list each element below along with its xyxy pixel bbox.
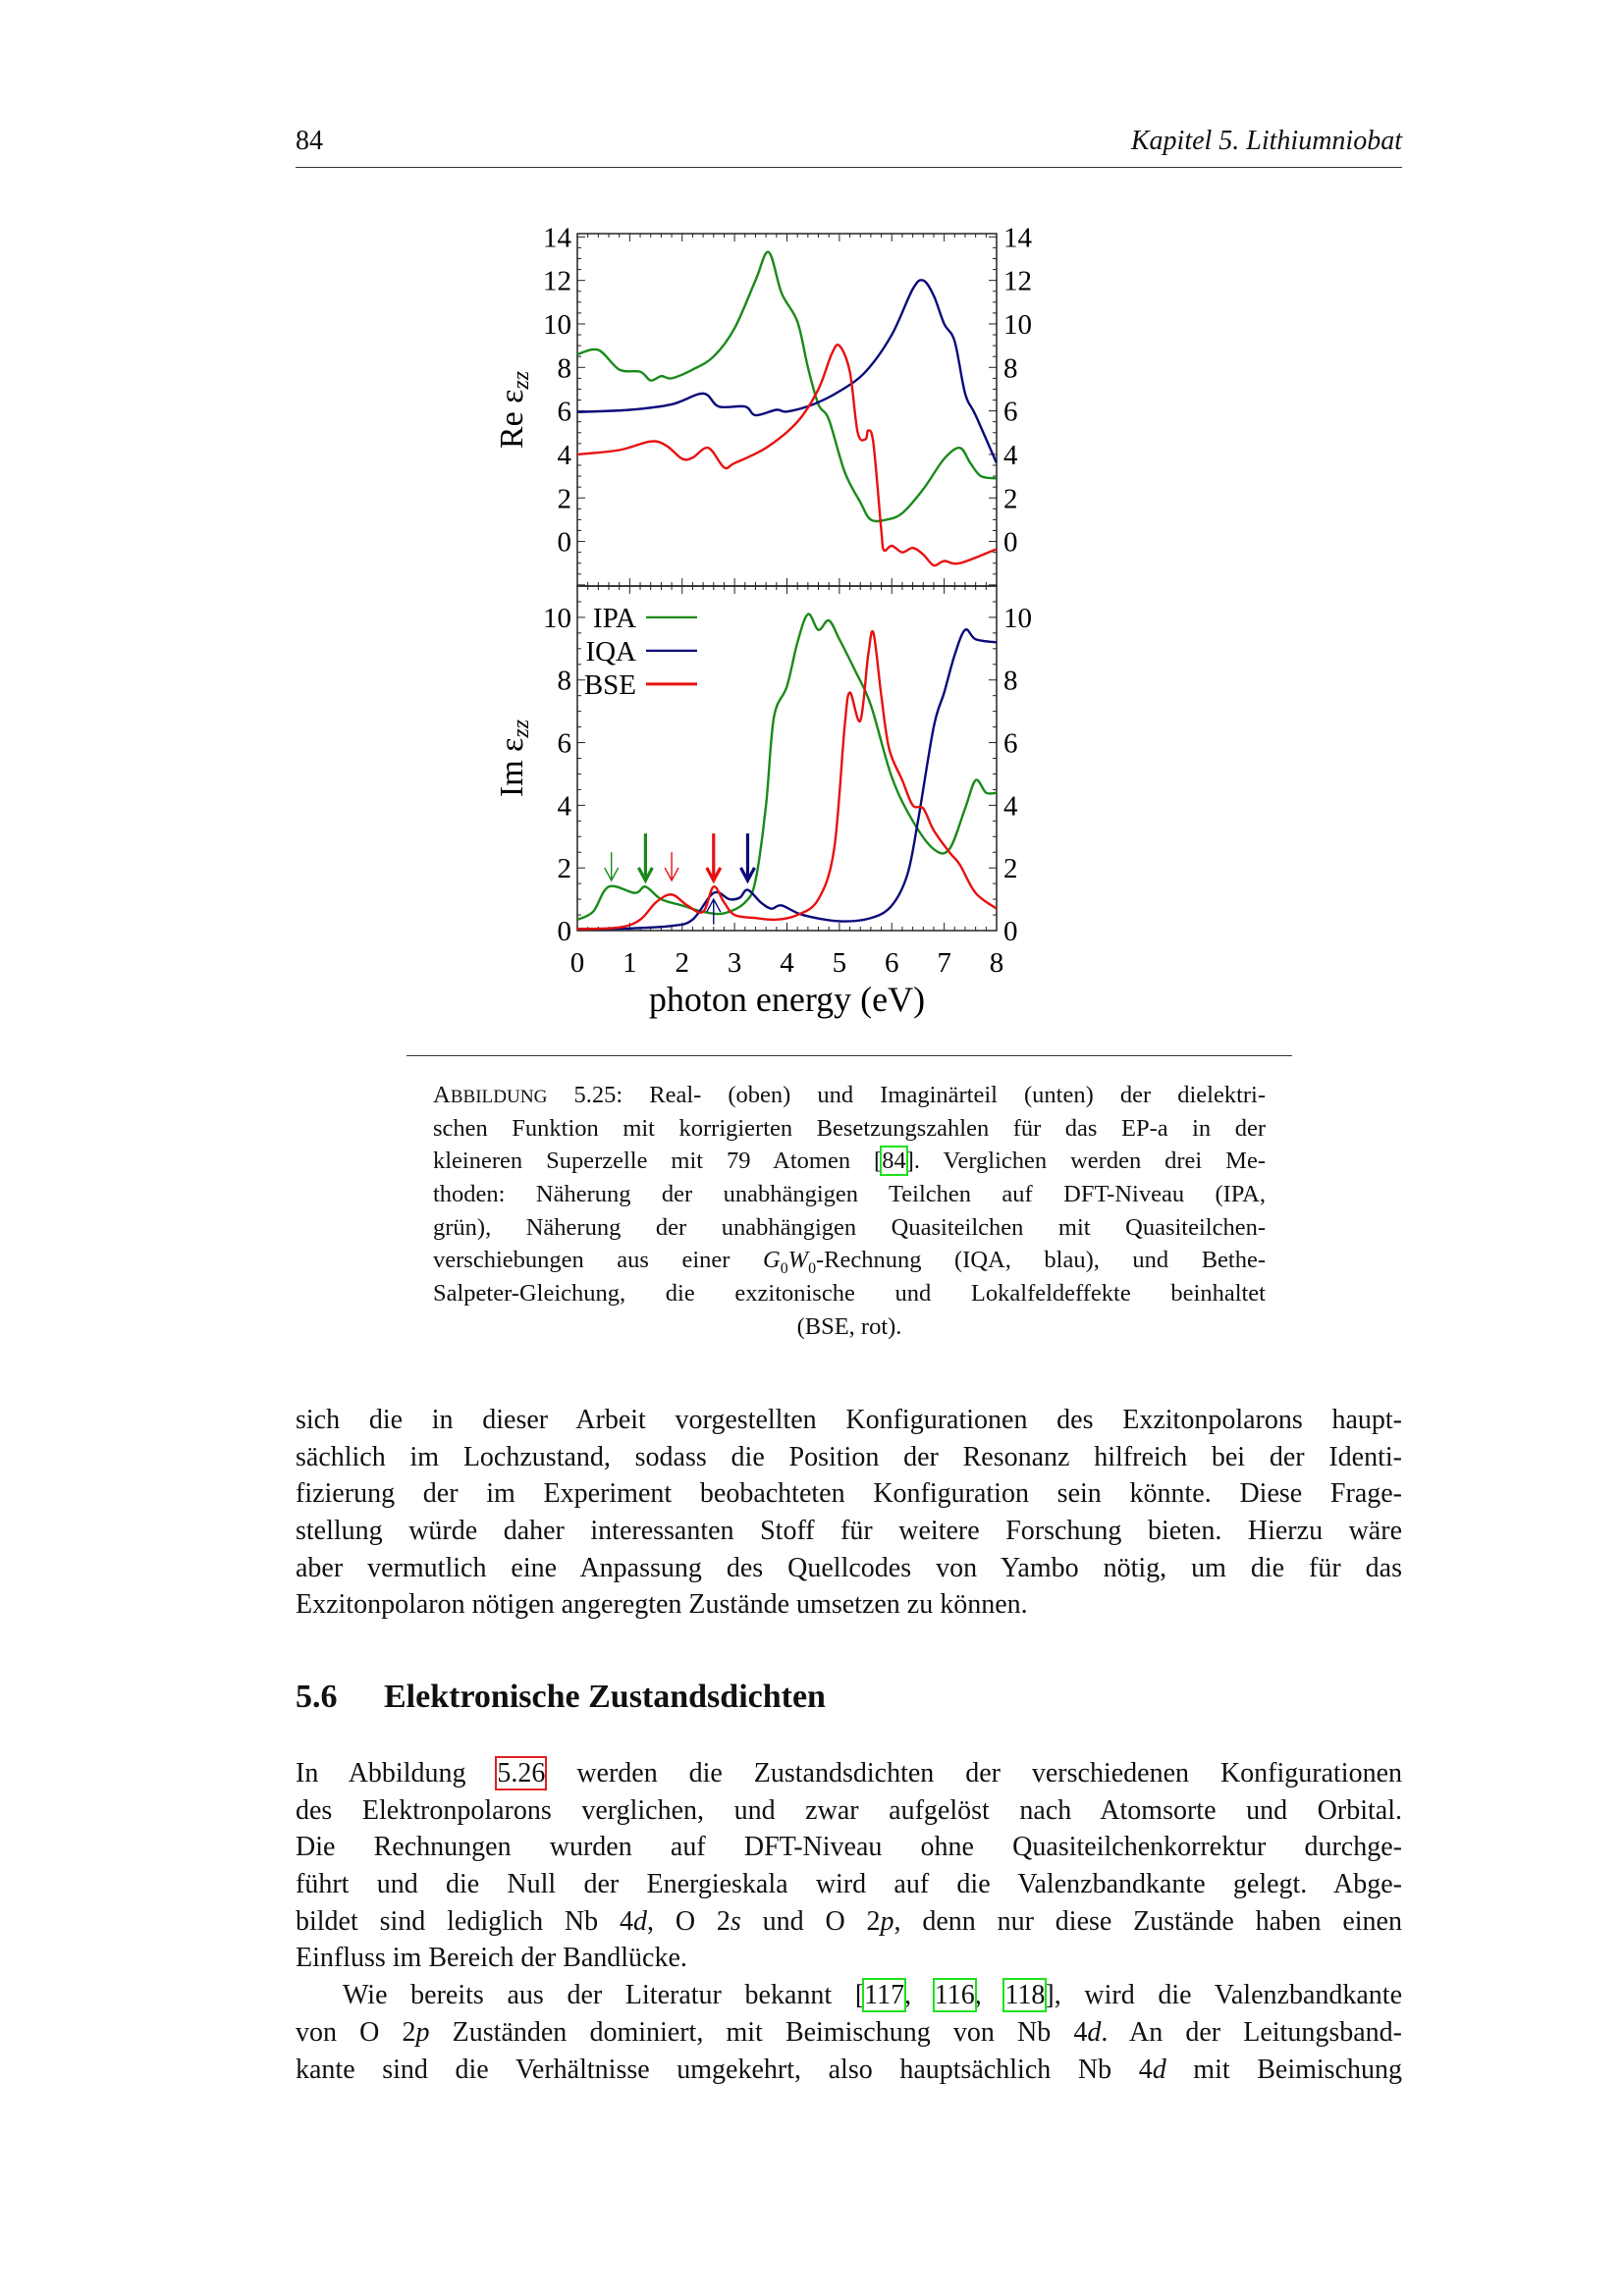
text-span: kleineren Superzelle mit 79 Atomen [ xyxy=(433,1148,883,1175)
text-span: . An der Leitungsband- xyxy=(1101,2016,1402,2048)
page-number: 84 xyxy=(296,126,323,156)
y-axis-label-subscript: zz xyxy=(509,719,534,738)
text-span: werden die Zustandsdichten der verschiedenen Konfigurationen xyxy=(545,1758,1403,1789)
text-span: des Elektronpolarons verglichen, und zwar aufgelöst nach Atomsorte und Orbital. xyxy=(296,1794,1402,1826)
y-axis-label xyxy=(494,370,534,449)
y-tick-label-right: 14 xyxy=(1003,222,1032,254)
text-line xyxy=(296,2014,1402,2052)
bottom-panel-frame xyxy=(577,586,997,931)
citation-link[interactable]: 84 xyxy=(882,1148,906,1175)
y-tick-label-right: 6 xyxy=(1003,727,1018,760)
paragraph-dos-intro xyxy=(296,1755,1402,2088)
text-line xyxy=(296,1550,1402,1587)
y-tick-label-right: 4 xyxy=(1003,790,1018,823)
text-span: A xyxy=(433,1082,451,1108)
text-span: ], wird die Valenzbandkante xyxy=(1045,1980,1403,2011)
text-span: , O 2 xyxy=(647,1905,731,1937)
text-span: , xyxy=(974,1980,1005,2011)
text-span: schen Funktion mit korrigierten Besetzungszahlen für das EP-a in der xyxy=(433,1114,1266,1142)
text-span: In Abbildung xyxy=(296,1758,498,1789)
text-line xyxy=(433,1277,1266,1310)
text-span: von O 2 xyxy=(296,2016,416,2048)
x-tick-label: 0 xyxy=(569,947,585,979)
text-span: Salpeter-Gleichung, die exzitonische und Lokalfeldeffekte beinhaltet xyxy=(433,1280,1266,1308)
x-axis-label: photon energy (eV) xyxy=(648,980,926,1019)
figure-caption xyxy=(433,1079,1266,1344)
text-span: BBILDUNG xyxy=(450,1087,548,1107)
text-line xyxy=(296,1586,1402,1624)
text-span: 0 xyxy=(808,1260,817,1278)
series-line-ipa-top xyxy=(577,252,997,521)
citation-link[interactable]: 117 xyxy=(864,1980,905,2011)
text-span: ]. Verglichen werden drei Me- xyxy=(905,1148,1267,1175)
y-tick-label-left: 8 xyxy=(557,352,571,385)
y-axis-label-main: Im ε xyxy=(494,737,530,798)
text-line xyxy=(296,1755,1402,1792)
text-span: verschiebungen aus einer xyxy=(433,1247,763,1274)
text-line xyxy=(433,1310,1266,1344)
y-tick-label-right: 6 xyxy=(1003,396,1018,428)
y-tick-label-left: 14 xyxy=(543,222,571,254)
text-span: p xyxy=(880,1905,894,1937)
text-line xyxy=(296,1977,1402,2014)
y-tick-label-right: 8 xyxy=(1003,665,1018,697)
text-span: stellung würde daher interessanten Stoff für weitere Forschung bieten. Hierzu wäre xyxy=(296,1516,1402,1547)
text-line xyxy=(296,2052,1402,2089)
text-span: führt und die Null der Energieskala wird auf die Valenzbandkante gelegt. Abge- xyxy=(296,1869,1402,1900)
text-span: d xyxy=(633,1905,647,1937)
y-tick-label-left: 0 xyxy=(557,916,571,947)
caption-rule xyxy=(406,1055,1292,1056)
y-tick-label-left: 0 xyxy=(557,526,571,559)
text-span: aber vermutlich eine Anpassung des Quellcodes von Yambo nötig, um die für das xyxy=(296,1552,1402,1583)
x-tick-label: 3 xyxy=(727,947,742,979)
text-span: Exzitonpolaron nötigen angeregten Zustände umsetzen zu können. xyxy=(296,1589,1028,1621)
section-heading xyxy=(296,1679,826,1716)
text-line xyxy=(296,1829,1402,1866)
text-span: p xyxy=(415,2016,430,2048)
y-tick-label-left: 8 xyxy=(557,665,571,697)
citation-link[interactable]: 118 xyxy=(1004,1980,1046,2011)
series-line-iqa-bottom xyxy=(577,629,997,929)
text-span: 5.25: Real- (oben) und Imaginärteil (unten) der dielektri- xyxy=(547,1082,1266,1108)
series-line-bse-top xyxy=(577,345,997,565)
text-line xyxy=(296,1940,1402,1977)
x-tick-label: 7 xyxy=(937,947,951,979)
y-tick-label-left: 4 xyxy=(557,439,571,471)
text-span: s xyxy=(730,1905,741,1937)
series-line-bse-bottom xyxy=(577,631,997,929)
text-span: thoden: Näherung der unabhängigen Teilchen auf DFT-Niveau (IPA, xyxy=(433,1181,1266,1208)
text-line xyxy=(433,1079,1266,1112)
text-line xyxy=(433,1145,1266,1178)
y-tick-label-right: 2 xyxy=(1003,483,1018,515)
text-span: Einfluss im Bereich der Bandlücke. xyxy=(296,1943,687,1974)
text-line xyxy=(296,1475,1402,1513)
y-tick-label-left: 10 xyxy=(543,308,571,341)
x-tick-label: 6 xyxy=(885,947,899,979)
text-span: und O 2 xyxy=(740,1905,881,1937)
text-span: , denn nur diese Zustände haben einen xyxy=(893,1905,1402,1937)
y-tick-label-left: 10 xyxy=(543,602,571,634)
paragraph-exciton-polaron xyxy=(296,1402,1402,1624)
text-span: , xyxy=(904,1980,935,2011)
x-tick-label: 4 xyxy=(780,947,794,979)
text-span: G xyxy=(762,1247,781,1274)
text-span: -Rechnung (IQA, blau), und Bethe- xyxy=(816,1247,1266,1274)
text-span: sächlich im Lochzustand, sodass die Position der Resonanz hilfreich bei der Identi- xyxy=(296,1441,1402,1472)
text-line xyxy=(296,1903,1402,1941)
text-span: grün), Näherung der unabhängigen Quasiteilchen mit Quasiteilchen- xyxy=(433,1213,1266,1241)
text-span: d xyxy=(1152,2054,1166,2085)
text-span: Zuständen dominiert, mit Beimischung von Nb 4 xyxy=(429,2016,1088,2048)
y-tick-label-left: 6 xyxy=(557,727,571,760)
legend-label: BSE xyxy=(583,668,636,701)
text-line xyxy=(296,1792,1402,1830)
text-line xyxy=(433,1178,1266,1211)
x-tick-label: 5 xyxy=(832,947,847,979)
y-tick-label-right: 0 xyxy=(1003,526,1018,559)
y-tick-label-left: 6 xyxy=(557,396,571,428)
x-tick-label: 8 xyxy=(989,947,1004,979)
y-tick-label-right: 10 xyxy=(1003,308,1032,341)
y-axis-label-main: Re ε xyxy=(494,389,530,450)
text-span: (BSE, rot). xyxy=(796,1312,902,1340)
x-tick-label: 1 xyxy=(623,947,637,979)
y-tick-label-left: 2 xyxy=(557,853,571,885)
citation-link[interactable]: 116 xyxy=(934,1980,975,2011)
text-line xyxy=(433,1244,1266,1277)
legend-label: IQA xyxy=(585,635,636,667)
text-span: Die Rechnungen wurden auf DFT-Niveau ohne Quasiteilchenkorrektur durchge- xyxy=(296,1832,1402,1863)
running-header-chapter: Kapitel 5. Lithiumniobat xyxy=(1130,126,1402,156)
y-tick-label-right: 10 xyxy=(1003,602,1032,634)
y-tick-label-left: 2 xyxy=(557,483,571,515)
text-span: sich die in dieser Arbeit vorgestellten Konfigurationen des Exzitonpolarons haupt- xyxy=(296,1405,1402,1435)
text-line xyxy=(296,1866,1402,1903)
text-line xyxy=(296,1513,1402,1550)
text-span: 0 xyxy=(780,1260,788,1278)
text-span: fizierung der im Experiment beobachteten Konfiguration sein könnte. Diese Frage- xyxy=(296,1478,1402,1510)
y-tick-label-right: 0 xyxy=(1003,916,1018,947)
y-tick-label-left: 12 xyxy=(543,265,571,297)
section-number: 5.6 xyxy=(296,1679,338,1715)
y-axis-label xyxy=(494,719,534,797)
legend-label: IPA xyxy=(592,602,636,634)
y-tick-label-right: 4 xyxy=(1003,439,1018,471)
text-span: kante sind die Verhältnisse umgekehrt, also hauptsächlich Nb 4 xyxy=(296,2054,1153,2085)
text-line xyxy=(433,1112,1266,1146)
y-tick-label-right: 8 xyxy=(1003,352,1018,385)
y-axis-label-subscript: zz xyxy=(509,370,534,390)
y-tick-label-right: 2 xyxy=(1003,853,1018,885)
citation-link[interactable]: 5.26 xyxy=(497,1758,546,1789)
text-span: mit Beimischung xyxy=(1165,2054,1402,2085)
text-span: Wie bereits aus der Literatur bekannt [ xyxy=(343,1980,865,2011)
section-title: Elektronische Zustandsdichten xyxy=(384,1679,826,1715)
y-tick-label-right: 12 xyxy=(1003,265,1032,297)
text-span: W xyxy=(787,1247,809,1274)
text-line xyxy=(296,1402,1402,1439)
x-tick-label: 2 xyxy=(675,947,689,979)
dielectric-function-figure xyxy=(0,0,1624,1041)
text-line xyxy=(433,1211,1266,1245)
text-span: d xyxy=(1087,2016,1102,2048)
text-span: bildet sind lediglich Nb 4 xyxy=(296,1905,633,1937)
y-tick-label-left: 4 xyxy=(557,790,571,823)
text-line xyxy=(296,1439,1402,1476)
